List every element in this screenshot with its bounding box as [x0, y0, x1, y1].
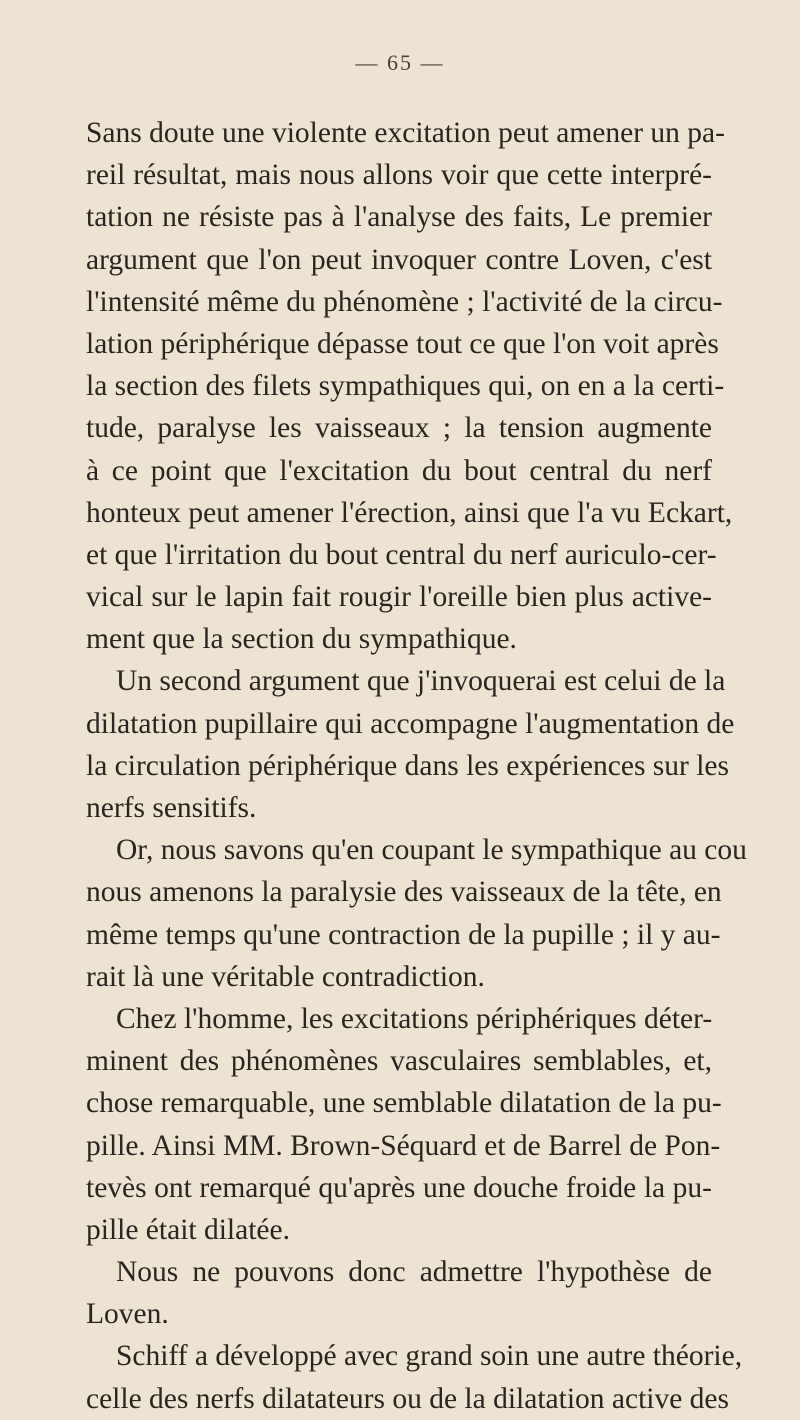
text-line: Schiff a développé avec grand soin une autre théorie,: [116, 1340, 743, 1373]
text-line: Un second argument que j'invoquerai est celui de la: [116, 665, 726, 698]
text-line: à ce point que l'excitation du bout central du nerf: [86, 454, 712, 487]
text-line: argument que l'on peut invoquer contre Loven, c'est: [86, 243, 712, 276]
text-line: Loven.: [86, 1298, 169, 1331]
text-line: dilatation pupillaire qui accompagne l'augmentation de: [86, 707, 735, 740]
text-line: celle des nerfs dilatateurs ou de la dilatation active des: [86, 1382, 730, 1415]
text-line: l'intensité même du phénomène ; l'activité de la circu-: [86, 285, 723, 318]
text-line: même temps qu'une contraction de la pupille ; il y au-: [86, 918, 721, 951]
text-line: pille était dilatée.: [86, 1213, 290, 1246]
body-text: [86, 112, 747, 1420]
text-line: nerfs sensitifs.: [86, 792, 257, 824]
text-line: la section des filets sympathiques qui, on en a la certi-: [86, 370, 725, 403]
text-line: minent des phénomènes vasculaires semblables, et,: [86, 1045, 712, 1078]
text-line: lation périphérique dépasse tout ce que l'on voit après: [86, 327, 719, 360]
text-line: chose remarquable, une semblable dilatation de la pu-: [86, 1087, 722, 1120]
text-line: pille. Ainsi MM. Brown-Séquard et de Barrel de Pon-: [86, 1129, 721, 1162]
text-line: honteux peut amener l'érection, ainsi que l'a vu Eckart,: [86, 496, 733, 529]
text-line: Nous ne pouvons donc admettre l'hypothèse de: [116, 1256, 712, 1289]
text-line: rait là une véritable contradiction.: [86, 960, 485, 993]
text-line: Or, nous savons qu'en coupant le sympathique au cou: [116, 834, 747, 867]
text-line: tevès ont remarqué qu'après une douche froide la pu-: [86, 1171, 712, 1204]
text-line: nous amenons la paralysie des vaisseaux de la tête, en: [86, 876, 722, 909]
page-number: — 65 —: [355, 50, 445, 75]
text-line: tation ne résiste pas à l'analyse des faits, Le premier: [86, 201, 712, 234]
text-line: reil résultat, mais nous allons voir que cette interpré-: [86, 159, 712, 192]
text-line: Chez l'homme, les excitations périphériques déter-: [116, 1002, 713, 1035]
text-line: Sans doute une violente excitation peut amener un pa-: [86, 117, 725, 149]
text-line: la circulation périphérique dans les expériences sur les: [86, 749, 730, 782]
text-line: tude, paralyse les vaisseaux ; la tension augmente: [86, 412, 712, 445]
text-line: et que l'irritation du bout central du nerf auriculo-cer-: [86, 538, 717, 571]
text-line: ment que la section du sympathique.: [86, 623, 517, 656]
text-line: vical sur le lapin fait rougir l'oreille bien plus active-: [86, 581, 712, 614]
